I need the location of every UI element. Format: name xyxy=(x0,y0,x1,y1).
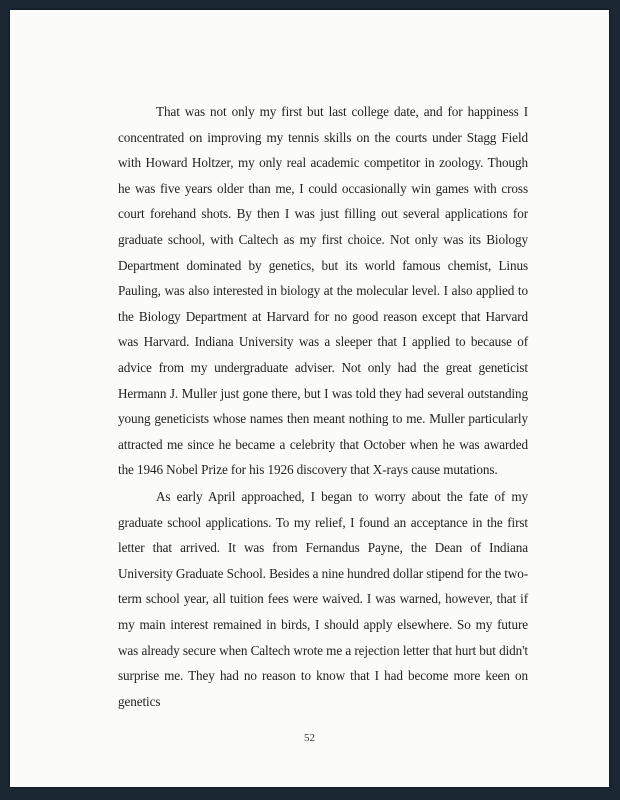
body-paragraph-1: That was not only my first but last college date, and for happiness I concentrated on improving my tennis skills on the courts under Stagg Field with Howard Holtzer, my only real academic competitor in zoology. Though he was five years older than me, I could occasionally win games with cross court forehand shots. By then I was just filling out several applications for graduate school, with Caltech as my first choice. Not only was its Biology Department dominated by genetics, but its world famous chemist, Linus Pauling, was also interested in biology at the molecular level. I also applied to the Biology Department at Harvard for no good reason except that Harvard was Harvard. Indiana University was a sleeper that I applied to because of advice from my undergraduate adviser. Not only had the great geneticist Hermann J. Muller just gone there, but I was told they had several outstanding young geneticists whose names then meant nothing to me. Muller particularly attracted me since he became a celebrity that October when he was awarded the 1946 Nobel Prize for his 1926 discovery that X-rays cause mutations. xyxy=(118,104,528,478)
document-page xyxy=(10,10,609,787)
body-paragraph-2: As early April approached, I began to worry about the fate of my graduate school applications. To my relief, I found an acceptance in the first letter that arrived. It was from Fernandus Payne, the Dean of Indiana University Graduate School. Besides a nine hundred dollar stipend for the two-term school year, all tuition fees were waived. I was warned, however, that if my main interest remained in birds, I should apply elsewhere. So my future was already secure when Caltech wrote me a rejection letter that hurt but didn't surprise me. They had no reason to know that I had become more keen on genetics xyxy=(118,489,528,709)
page-number: 52 xyxy=(304,732,315,744)
